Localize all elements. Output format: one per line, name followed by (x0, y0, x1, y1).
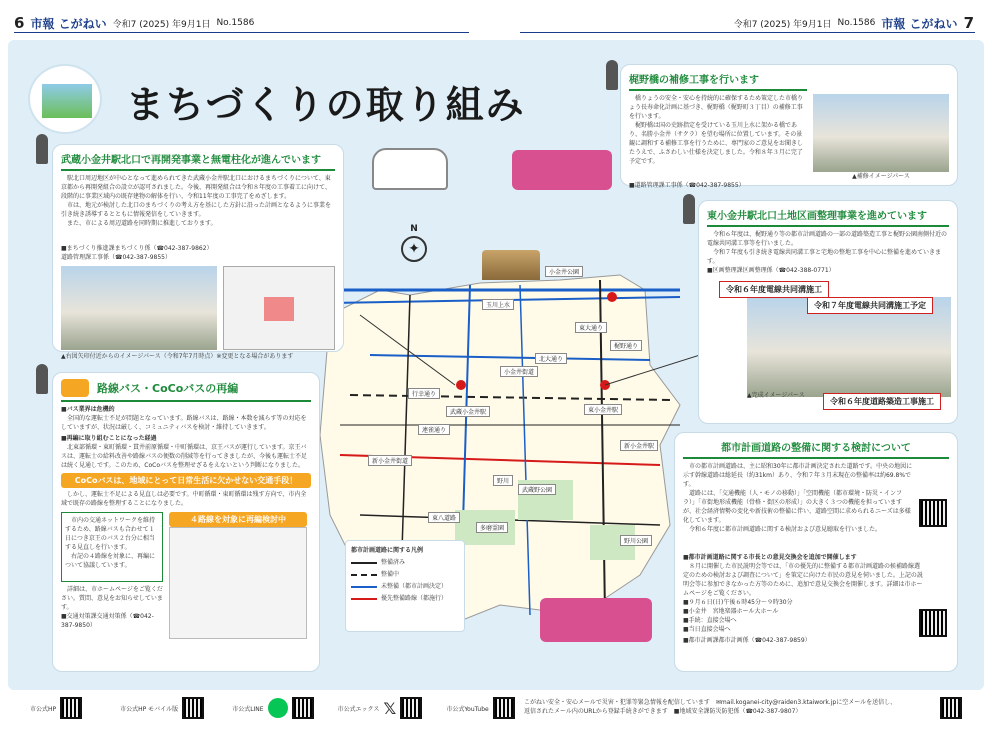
edo-museum-illustration (482, 250, 540, 280)
contact: 道路管理課工事係（☎042-387-9855） (61, 254, 171, 261)
qr-code-icon[interactable] (60, 697, 82, 719)
site-plan-image (223, 266, 335, 350)
footer-link-label: 市公式YouTube (446, 705, 489, 713)
contact: ■交通対策課交通対策係（☎042-387-9850） (61, 613, 154, 629)
work-tag: 令和７年度電線共同溝施工予定 (807, 297, 933, 314)
map-label: 小金井公園 (545, 266, 583, 277)
section-body: 橋りょうの安全・安心を持続的に確保するため策定した市橋りょう長寿命化計画に基づき、梶野橋（梶野町３丁目）の補修工事を行います。 梶野橋は国の史跡指定を受けている玉川上水に架かる橋であり、名勝小金井（サクラ）を望む場所に位置しています。その景観に調和する補修工事を行うために、専門家のご意見をお聞きしたうえで、ふさわしい仕様を決定しました。令和８年３月に完了予定です。 (629, 95, 804, 165)
subheading: ■バス業界は危機的 (61, 406, 115, 413)
subheading: ■都市計画道路に関する市長との意見交換会を追加で開催します (683, 554, 857, 561)
section-body: しかし、運転士不足による見直しは必要です。中町循環・東町循環は残す方向で、市内全域で既存の路線を整理することになりました。 (61, 491, 307, 507)
section-body: 市の都市計画道路は、主に昭和30年に都市計画決定された道路です。中央の地図に示す幹線道路は総延長（約31km）あり、令和７年３月末現在の整備率は約69.8%です。 道路には、「交通機能（人・モノの移動）」「空間機能（都市環境・防災・インフラ）」「市街地形成機能（骨格・街区の形成）」の大きく３つの機能を担っていますが、社会経済情勢の変化や新技術の整備に伴い、道路空間に求められるニーズは多様化しています。 令和６年度に都市計画道路に関する検討および意見聴取を行いました。 (683, 463, 913, 533)
section-heading: 梶野橋の補修工事を行います (629, 71, 807, 91)
highlight-band: CoCoバスは、地域にとって日常生活に欠かせない交通手段！ (61, 473, 311, 488)
mail-notice-line: 返信されたメール内のURLから登録手続きができます ■地域安全課防災防犯係（☎042-387-9807） (524, 708, 802, 715)
issue-number: No.1586 (216, 18, 255, 28)
section-body: 駅北口周辺地区が中心となって進められてきた武蔵小金井駅北口におけるまちづくりについて、東京都から再開発組合の設立が認可されました。今後、再開発組合は令和８年度の工事着工に向けて、段階的に事業区域内の既存建物の解体を行い、令和11年度の工事完了をめざします。 市は、地元が検討した北口のまちづくりの考え方を基にした方針に沿った計画となるように事業を引き続き誘導するとともに情報発信をしていきます。 また、市による周辺道路を同時期に推進しております。 (61, 175, 331, 227)
section-heading: 武蔵小金井駅北口で再開発事業と無電柱化が進んでいます (61, 151, 335, 171)
map-label: 東八道路 (428, 512, 460, 523)
mail-notice-line: こがねい安全・安心メールで災害・犯罪等緊急情報を配信しています ✉mail.koganei-city@raiden3.ktaiwork.jpに空メールを送信し、 (524, 699, 897, 706)
line-icon[interactable] (268, 698, 288, 718)
qr-code-icon[interactable] (940, 697, 962, 719)
section-body: 北東部循環・東町循環・貫井前原循環・中町循環は、京王バスが運行しています。京王バスは、運転士の給料改善や路線バスの便数の削減等を行ってきましたが、今後も運転士不足は続く見通しです。このため、CoCoバスを整理せざるをえないという判断になりました。 (61, 444, 308, 469)
page-title: まちづくりの取り組み (126, 82, 526, 127)
section-higashi (698, 200, 958, 424)
bus-stop-icon (36, 134, 48, 164)
marker-kajino (607, 292, 617, 302)
section-body: 全国的な運転士不足が問題となっています。路線バスは、路線・本数を減らす等の対応をしていますが、状況は厳しく、コミュニティバスを検討・維持していきます。 (61, 415, 307, 431)
qr-code-icon[interactable] (182, 697, 204, 719)
map-legend: 都市計画道路に関する凡例 整備済み 整備中 未整備（都市計画決定） 優先整備路線（都施行） (345, 540, 465, 632)
qr-code-icon[interactable] (919, 499, 947, 527)
redevelopment-image (61, 266, 217, 350)
divider (14, 32, 469, 33)
mail-notice (524, 698, 934, 716)
town-illustration (28, 64, 102, 134)
map-label: 武蔵小金井駅 (446, 406, 490, 417)
section-heading: 東小金井駅北口土地区画整理事業を進めています (707, 207, 949, 227)
contact: ■都市計画課都市計画係（☎042-387-9859） (683, 637, 811, 644)
footer-link-label: 市公式HP モバイル版 (120, 705, 179, 713)
section-heading: 都市計画道路の整備に関する検討について (683, 439, 949, 459)
map-label: 野川公園 (620, 535, 652, 546)
map-label: 武蔵野公園 (518, 484, 556, 495)
section-kajino (620, 64, 958, 189)
event-place: ■小金井 宮地楽器ホール大ホール (683, 608, 779, 615)
section-heading: 路線バス・CoCoバスの再編 (97, 382, 239, 395)
map-label: 梶野通り (610, 340, 642, 351)
section-body: 令和６年度は、梶野通り等の都市計画道路の一部の道路築造工事と梶野公園南側付近の電線共同溝工事等を行いました。 令和７年度も引き続き電線共同溝工事と宅地の整地工事を中心に整備を進めていきます。 (707, 231, 948, 265)
issue-date: 令和7 (2025) 年9月1日 (733, 19, 832, 30)
brand: 市報 こがねい (30, 16, 107, 31)
station-illustration (372, 148, 448, 190)
map-label: 東小金井駅 (584, 404, 622, 415)
issue-date: 令和7 (2025) 年9月1日 (112, 19, 211, 30)
bus-stop-icon (683, 194, 695, 224)
qr-code-icon[interactable] (292, 697, 314, 719)
map-label: 北大通り (535, 353, 567, 364)
map-label: 玉川上水 (482, 299, 514, 310)
qr-code-icon[interactable] (400, 697, 422, 719)
contact: ■道路管理課工事係（☎042-387-9855） (629, 182, 745, 189)
bus-stop-icon (606, 60, 618, 90)
map-label: 行幸通り (408, 388, 440, 399)
routes-box-title: ４路線を対象に再編検討中 (169, 512, 307, 527)
footer-link-label: 市公式HP (30, 705, 57, 713)
bus-icon (61, 379, 89, 397)
issue-number: No.1586 (837, 18, 876, 28)
work-tag: 令和６年度道路築造工事施工 (823, 393, 941, 410)
section-musashi (52, 144, 344, 360)
map-label: 野川 (493, 475, 513, 486)
section-planning (674, 432, 958, 672)
subheading: ■再編に取り組むことになった経過 (61, 435, 157, 442)
info-box: 市内の交通ネットワークを維持するため、路線バスも合わせて１日につき京王のバス２台分に相当する見直しを行います。 右記の４路線を対象に、再編について協議しています。 (61, 512, 163, 582)
coco-bus-illustration (540, 598, 652, 642)
header-right (734, 14, 974, 32)
compass-icon: N ✦ (398, 224, 430, 268)
brand: 市報 こがねい (881, 16, 958, 31)
image-caption: ▲補修イメージパース (852, 173, 910, 180)
marker-musashi (456, 380, 466, 390)
qr-code-icon[interactable] (493, 697, 515, 719)
coco-bus-illustration (512, 150, 612, 190)
page-number: 6 (14, 14, 25, 32)
image-caption: ▲右図矢印付近からのイメージパース（令和7年7月時点）※変更となる場合があります (61, 353, 294, 360)
section-bus (52, 372, 320, 672)
event-target: ■当日直接会場へ (683, 626, 731, 633)
image-caption: ▲完成イメージパース (747, 392, 805, 399)
bridge-image (813, 94, 949, 172)
footer-link-label: 市公式エックス (337, 705, 380, 713)
map-label: 多磨霊園 (476, 522, 508, 533)
header-left (14, 14, 254, 32)
contact: ■区画整理課区画整理係（☎042-388-0771） (707, 267, 835, 274)
event-procedure: ■手続：直接会場へ (683, 617, 737, 624)
bus-stop-icon (36, 364, 48, 394)
qr-code-icon[interactable] (919, 609, 947, 637)
work-tag: 令和６年度電線共同溝施工 (719, 281, 829, 298)
footer-links (30, 697, 515, 719)
details-text: 詳細は、市ホームページをご覧ください。質問、意見をお知らせしています。 (61, 586, 163, 611)
event-date: ■９月６日(日)午後６時45分～９時30分 (683, 599, 793, 606)
contact: ■まちづくり推進課まちづくり係（☎042-387-9862） (61, 245, 213, 252)
map-label: 新小金井駅 (620, 440, 658, 451)
divider (520, 32, 975, 33)
routes-map (169, 527, 307, 639)
footer-link-label: 市公式LINE (232, 705, 264, 713)
x-icon[interactable]: 𝕏 (383, 698, 397, 718)
map-label: 新小金井街道 (368, 455, 412, 466)
page-number: 7 (963, 14, 974, 32)
map-label: 小金井街道 (500, 366, 538, 377)
map-label: 東大通り (575, 322, 607, 333)
section-body: ８月に開催した市民説明会等では、「市の優先的に整備する都市計画道路の候補路線選定のための検討および調査について」を策定に向けた市民の意見を伺いました。上記の説明会等に参加できなかった方等のために、追加で意見交換会を開催します。詳細は市ホームページをご覧ください。 (683, 563, 923, 597)
map-label: 連雀通り (418, 424, 450, 435)
